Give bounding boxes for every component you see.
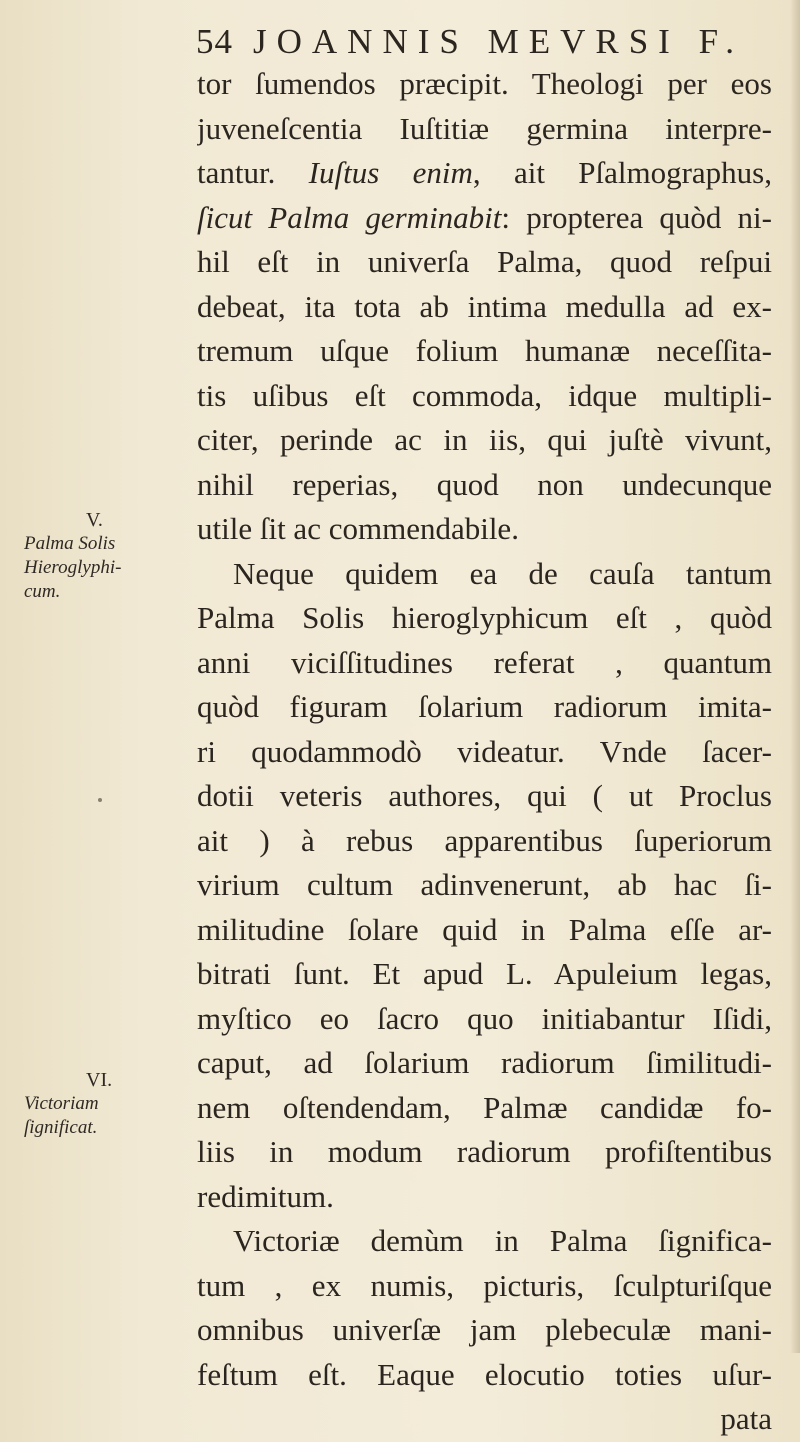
text-line: quòd figuram ſolarium radiorum imita- [197, 689, 772, 724]
text-line: dotii veteris authores, qui ( ut Proclus [197, 778, 772, 813]
text-line: tum , ex numis, picturis, ſculpturiſque [197, 1267, 772, 1303]
text-line: nihil reperias, quod non undecunque [197, 466, 772, 502]
text-line: redimitum. [197, 1178, 334, 1214]
margin-note-line: cum. [24, 581, 61, 602]
page-edge-shadow [790, 0, 800, 1353]
text-line: tremum uſque folium humanæ neceſſita- [197, 333, 772, 368]
text-line [197, 151, 772, 196]
text-line: caput, ad ſolarium radiorum ſimilitudi- [197, 1045, 772, 1080]
text-line: juveneſcentia Iuſtitiæ germina interpre- [197, 110, 772, 146]
text-run: tantur. [197, 155, 309, 190]
text-line: ait ) à rebus apparentibus ſuperiorum [197, 822, 772, 858]
italic-run: Iuſtus enim [308, 155, 473, 190]
text-line: nem oſtendendam, Palmæ candidæ fo- [197, 1089, 772, 1125]
margin-note-line: Victoriam [24, 1093, 99, 1114]
running-title: JOANNIS MEVRSI F. [253, 22, 744, 61]
page-number: 54 [196, 22, 233, 61]
text-line: omnibus univerſæ jam plebeculæ mani- [197, 1312, 772, 1347]
text-line: feſtum eſt. Eaque elocutio toties uſur- [197, 1356, 772, 1392]
text-line: myſtico eo ſacro quo initiabantur Iſidi, [197, 1000, 772, 1036]
text-line: hil eſt in univerſa Palma, quod reſpui [197, 244, 772, 279]
text-line: liis in modum radiorum profiſtentibus [197, 1134, 772, 1169]
margin-note-vi [24, 1068, 184, 1140]
text-line: citer, perinde ac in iis, qui juſtè vivunt, [197, 422, 772, 457]
text-line: pata [720, 1401, 772, 1436]
running-header [196, 20, 756, 64]
margin-note-number: VI. [86, 1069, 113, 1091]
margin-note-line: Hieroglyphi- [24, 557, 122, 578]
text-run: , ait Pſalmographus, [472, 155, 772, 190]
text-line: ri quodammodò videatur. Vnde ſacer- [197, 733, 772, 769]
body-text [197, 62, 772, 1442]
text-line [197, 196, 772, 241]
text-line: tor ſumendos præcipit. Theologi per eos [197, 66, 772, 101]
text-line: Victoriæ demùm in Palma ſignifica- [233, 1223, 772, 1258]
text-line: debeat, ita tota ab intima medulla ad ex- [197, 288, 772, 324]
text-line: tis uſibus eſt commoda, idque multipli- [197, 377, 772, 413]
text-line: bitrati ſunt. Et apud L. Apuleium legas, [197, 956, 772, 991]
text-line: Neque quidem ea de cauſa tantum [233, 555, 772, 591]
text-line: virium cultum adinvenerunt, ab hac ſi- [197, 867, 772, 902]
margin-note-v [24, 508, 184, 604]
ink-speck [98, 798, 102, 802]
text-line: anni viciſſitudines referat , quantum [197, 644, 772, 680]
italic-run: ſicut Palma germinabit [197, 199, 502, 235]
text-line: Palma Solis hieroglyphicum eſt , quòd [197, 600, 772, 635]
text-run: : propterea quòd ni- [501, 199, 772, 235]
margin-note-number: V. [86, 509, 103, 531]
margin-note-line: Palma Solis [24, 533, 116, 554]
text-line: utile ſit ac commendabile. [197, 511, 519, 546]
margin-note-line: ſignificat. [24, 1117, 98, 1138]
text-line: militudine ſolare quid in Palma eſſe ar- [197, 911, 772, 947]
